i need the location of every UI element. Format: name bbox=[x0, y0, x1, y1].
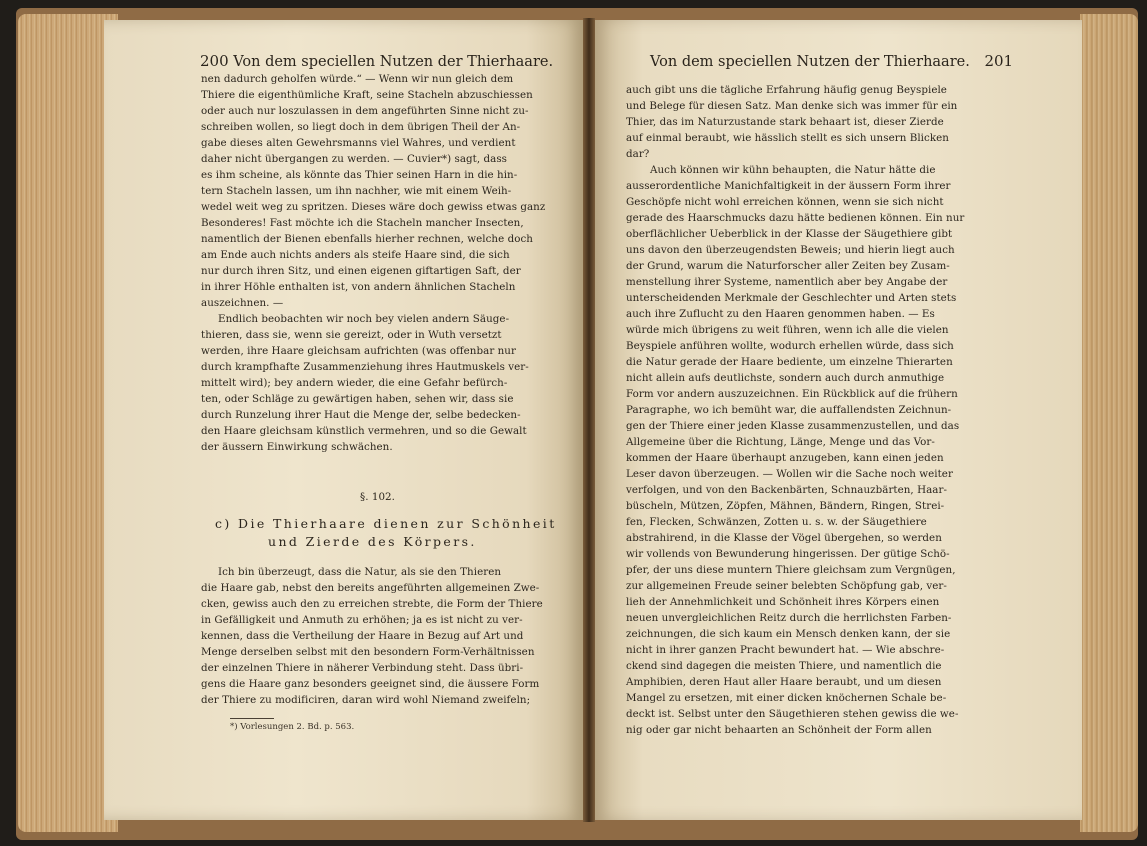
text-line: Beyspiele anführen wollte, wodurch erhellen würde, dass sich bbox=[626, 340, 954, 352]
text-line: namentlich der Bienen ebenfalls hierher rechnen, welche doch bbox=[201, 233, 533, 245]
section-title-line-2: und Zierde des Körpers. bbox=[268, 534, 477, 549]
text-line: die Natur gerade der Haare bediente, um einzelne Thierarten bbox=[626, 356, 953, 368]
text-line: tern Stacheln lassen, um ihn nachher, wie mit einem Weih- bbox=[201, 185, 512, 197]
text-line: werden, ihre Haare gleichsam aufrichten (was offenbar nur bbox=[201, 345, 516, 357]
text-line: der Thiere zu modificiren, daran wird wohl Niemand zweifeln; bbox=[201, 694, 531, 706]
section-title-line-1: c) Die Thierhaare dienen zur Schönheit bbox=[215, 516, 557, 531]
text-line: ausserordentliche Manichfaltigkeit in der äussern Form ihrer bbox=[626, 180, 951, 192]
text-line: es ihm scheine, als könnte das Thier seinen Harn in die hin- bbox=[201, 169, 518, 181]
text-line: durch Runzelung ihrer Haut die Menge der, selbe bedecken- bbox=[201, 409, 521, 421]
right-page-number: 201 bbox=[984, 52, 1014, 70]
text-line: ckend sind dagegen die meisten Thiere, und namentlich die bbox=[626, 660, 942, 672]
text-line: schreiben wollen, so liegt doch in dem übrigen Theil der An- bbox=[201, 121, 521, 133]
text-line: zeichnungen, die sich kaum ein Mensch denken kann, der sie bbox=[626, 628, 951, 640]
text-line: menstellung ihrer Systeme, namentlich aber bey Angabe der bbox=[626, 276, 948, 288]
text-line: auf einmal beraubt, wie hässlich stellt es sich unsern Blicken bbox=[626, 132, 949, 144]
text-line: verfolgen, und von den Backenbärten, Schnauzbärten, Haar- bbox=[626, 484, 947, 496]
text-line: kommen der Haare überhaupt anzugeben, kann einen jeden bbox=[626, 452, 944, 464]
book-gutter bbox=[583, 18, 595, 822]
text-line: fen, Flecken, Schwänzen, Zotten u. s. w. der Säugethiere bbox=[626, 516, 927, 528]
text-line: der Grund, warum die Naturforscher aller Zeiten bey Zusam- bbox=[626, 260, 950, 272]
text-line: Leser davon überzeugen. — Wollen wir die Sache noch weiter bbox=[626, 468, 953, 480]
text-line: ten, oder Schläge zu gewärtigen haben, sehen wir, dass sie bbox=[201, 393, 514, 405]
text-line: kennen, dass die Vertheilung der Haare in Bezug auf Art und bbox=[201, 630, 524, 642]
text-line: und Belege für diesen Satz. Man denke sich was immer für ein bbox=[626, 100, 958, 112]
text-line: gerade des Haarschmucks dazu hätte bedienen können. Ein nur bbox=[626, 212, 965, 224]
text-line: oberflächlicher Ueberblick in der Klasse der Säugethiere gibt bbox=[626, 228, 953, 240]
text-line: nicht allein aufs deutlichste, sondern auch durch anmuthige bbox=[626, 372, 945, 384]
left-running-title: Von dem speciellen Nutzen der Thierhaare. bbox=[233, 54, 554, 70]
text-line: in Gefälligkeit und Anmuth zu erhöhen; ja es ist nicht zu ver- bbox=[201, 614, 523, 626]
text-line: auch gibt uns die tägliche Erfahrung häufig genug Beyspiele bbox=[626, 84, 947, 96]
text-line: Form vor andern auszuzeichnen. Ein Rückblick auf die frühern bbox=[626, 388, 958, 400]
text-line: nen dadurch geholfen würde.“ — Wenn wir nun gleich dem bbox=[201, 73, 514, 85]
text-line: nig oder gar nicht behaarten an Schönheit der Form allen bbox=[626, 724, 932, 736]
text-line: abstrahirend, in die Klasse der Vögel übergehen, so werden bbox=[626, 532, 942, 544]
left-page-edges bbox=[18, 14, 118, 832]
text-line: Menge derselben selbst mit den besondern Form-Verhältnissen bbox=[201, 646, 535, 658]
text-line: Auch können wir kühn behaupten, die Natur hätte die bbox=[650, 164, 936, 176]
text-line: wir vollends von Bewunderung hingerissen. Der gütige Schö- bbox=[626, 548, 950, 560]
text-line: der äussern Einwirkung schwächen. bbox=[201, 441, 393, 453]
text-line: wedel weit weg zu spritzen. Dieses wäre doch gewiss etwas ganz bbox=[201, 201, 546, 213]
text-line: gen der Thiere einer jeden Klasse zusammenzustellen, und das bbox=[626, 420, 960, 432]
right-page-edges bbox=[1080, 14, 1138, 832]
right-running-head bbox=[650, 52, 1013, 70]
text-line: Thier, das im Naturzustande stark behaart ist, dieser Zierde bbox=[626, 116, 944, 128]
footnote: *) Vorlesungen 2. Bd. p. 563. bbox=[230, 722, 355, 732]
text-line: Besonderes! Fast möchte ich die Stacheln mancher Insecten, bbox=[201, 217, 524, 229]
text-line: Allgemeine über die Richtung, Länge, Menge und das Vor- bbox=[626, 436, 935, 448]
text-line: unterscheidenden Merkmale der Geschlechter und Arten stets bbox=[626, 292, 957, 304]
text-line: am Ende auch nichts anders als steife Haare sind, die sich bbox=[201, 249, 510, 261]
text-line: gabe dieses alten Gewehrsmanns viel Wahres, und verdient bbox=[201, 137, 516, 149]
text-line: auszeichnen. — bbox=[201, 297, 284, 309]
text-line: uns davon den überzeugendsten Beweis; und hierin liegt auch bbox=[626, 244, 955, 256]
text-line: Ich bin überzeugt, dass die Natur, als sie den Thieren bbox=[218, 566, 502, 578]
footnote-rule bbox=[230, 718, 274, 719]
text-line: gens die Haare ganz besonders geeignet sind, die äussere Form bbox=[201, 678, 540, 690]
text-line: die Haare gab, nebst den bereits angeführten allgemeinen Zwe- bbox=[201, 582, 540, 594]
section-number: §. 102. bbox=[360, 491, 395, 503]
text-line: den Haare gleichsam künstlich vermehren, und so die Gewalt bbox=[201, 425, 527, 437]
text-line: würde mich übrigens zu weit führen, wenn ich alle die vielen bbox=[626, 324, 949, 336]
text-line: Amphibien, deren Haut aller Haare beraubt, und um diesen bbox=[626, 676, 942, 688]
text-line: der einzelnen Thiere in näherer Verbindung steht. Dass übri- bbox=[201, 662, 524, 674]
right-running-title: Von dem speciellen Nutzen der Thierhaare. bbox=[650, 54, 970, 70]
left-running-head bbox=[200, 52, 553, 70]
text-line: neuen unvergleichlichen Reitz durch die herrlichsten Farben- bbox=[626, 612, 952, 624]
text-line: lieh der Annehmlichkeit und Schönheit ihres Körpers einen bbox=[626, 596, 940, 608]
text-line: zur allgemeinen Freude seiner belebten Schöpfung gab, ver- bbox=[626, 580, 947, 592]
text-line: oder auch nur loszulassen in dem angeführten Sinne nicht zu- bbox=[201, 105, 529, 117]
text-line: mittelt wird); bey andern wieder, die eine Gefahr befürch- bbox=[201, 377, 508, 389]
text-line: Paragraphe, wo ich bemüht war, die auffallendsten Zeichnun- bbox=[626, 404, 952, 416]
text-line: pfer, der uns diese muntern Thiere gleichsam zum Vergnügen, bbox=[626, 564, 956, 576]
text-line: auch ihre Zuflucht zu den Haaren genommen haben. — Es bbox=[626, 308, 935, 320]
text-line: durch krampfhafte Zusammenziehung ihres Hautmuskels ver- bbox=[201, 361, 529, 373]
text-line: nur durch ihren Sitz, und einen eigenen giftartigen Saft, der bbox=[201, 265, 521, 277]
text-line: Endlich beobachten wir noch bey vielen andern Säuge- bbox=[218, 313, 510, 325]
text-line: dar? bbox=[626, 148, 650, 160]
text-line: daher nicht übergangen zu werden. — Cuvier*) sagt, dass bbox=[201, 153, 507, 165]
text-line: nicht in ihrer ganzen Pracht bewundert hat. — Wie abschre- bbox=[626, 644, 945, 656]
text-line: Geschöpfe nicht wohl erreichen können, wenn sie sich nicht bbox=[626, 196, 944, 208]
text-line: büscheln, Mützen, Zöpfen, Mähnen, Bändern, Ringen, Strei- bbox=[626, 500, 945, 512]
text-line: deckt ist. Selbst unter den Säugethieren stehen gewiss die we- bbox=[626, 708, 959, 720]
text-line: thieren, dass sie, wenn sie gereizt, oder in Wuth versetzt bbox=[201, 329, 502, 341]
text-line: Mangel zu ersetzen, mit einer dicken knöchernen Schale be- bbox=[626, 692, 947, 704]
left-page-number: 200 bbox=[200, 52, 229, 70]
text-line: cken, gewiss auch den zu erreichen strebte, die Form der Thiere bbox=[201, 598, 543, 610]
text-line: Thiere die eigenthümliche Kraft, seine Stacheln abzuschiessen bbox=[201, 89, 533, 101]
text-line: in ihrer Höhle enthalten ist, von andern ähnlichen Stacheln bbox=[201, 281, 516, 293]
